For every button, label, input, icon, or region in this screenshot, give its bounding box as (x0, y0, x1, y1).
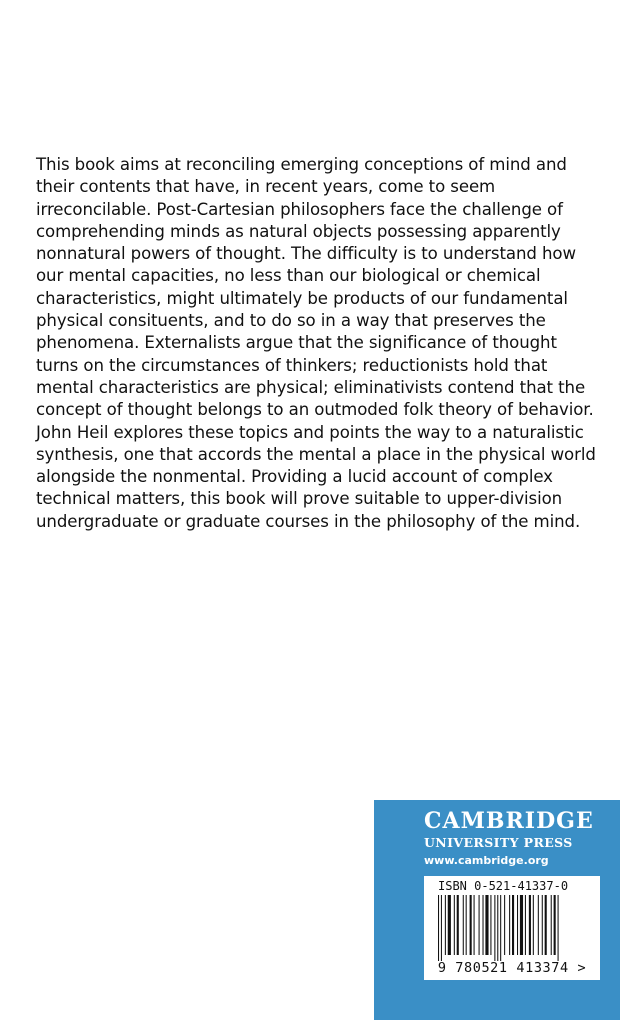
publisher-subtitle: UNIVERSITY PRESS (424, 835, 573, 850)
isbn-label: ISBN 0-521-41337-0 (438, 879, 569, 893)
barcode-panel (424, 876, 600, 980)
publisher-url: www.cambridge.org (424, 854, 549, 867)
back-cover-blurb (36, 154, 596, 533)
publisher-name: CAMBRIDGE (424, 808, 594, 834)
ean-digits: 9 780521 413374 > (437, 960, 587, 976)
barcode-image (436, 895, 588, 961)
blurb-paragraph-1: This book aims at reconciling emerging conceptions of mind and their contents that have, in recent years, come to seem irreconcilable. Post-Cartesian philosophers face the challenge of comprehending minds as natural objects possessing apparently nonnatural powers of thought. The difficulty is to understand how our mental capacities, no less than our biological or chemical characteristics, might ultimately be products of our fundamental physical consituents, and to do so in a way that preserves the phenomena. Externalists argue that the significance of thought turns on the circumstances of thinkers; reductionists hold that mental characteristics are physical; eliminativists contend that the concept of thought belongs to an outmoded folk theory of behavior. (36, 155, 594, 420)
blurb-paragraph-2: John Heil explores these topics and points the way to a naturalistic synthesis, one that accords the mental a place in the physical world alongside the nonmental. Providing a lucid account of complex technical matters, this book will prove suitable to upper-division undergraduate or graduate courses in the philosophy of the mind. (36, 422, 596, 531)
publisher-box (374, 800, 620, 1020)
